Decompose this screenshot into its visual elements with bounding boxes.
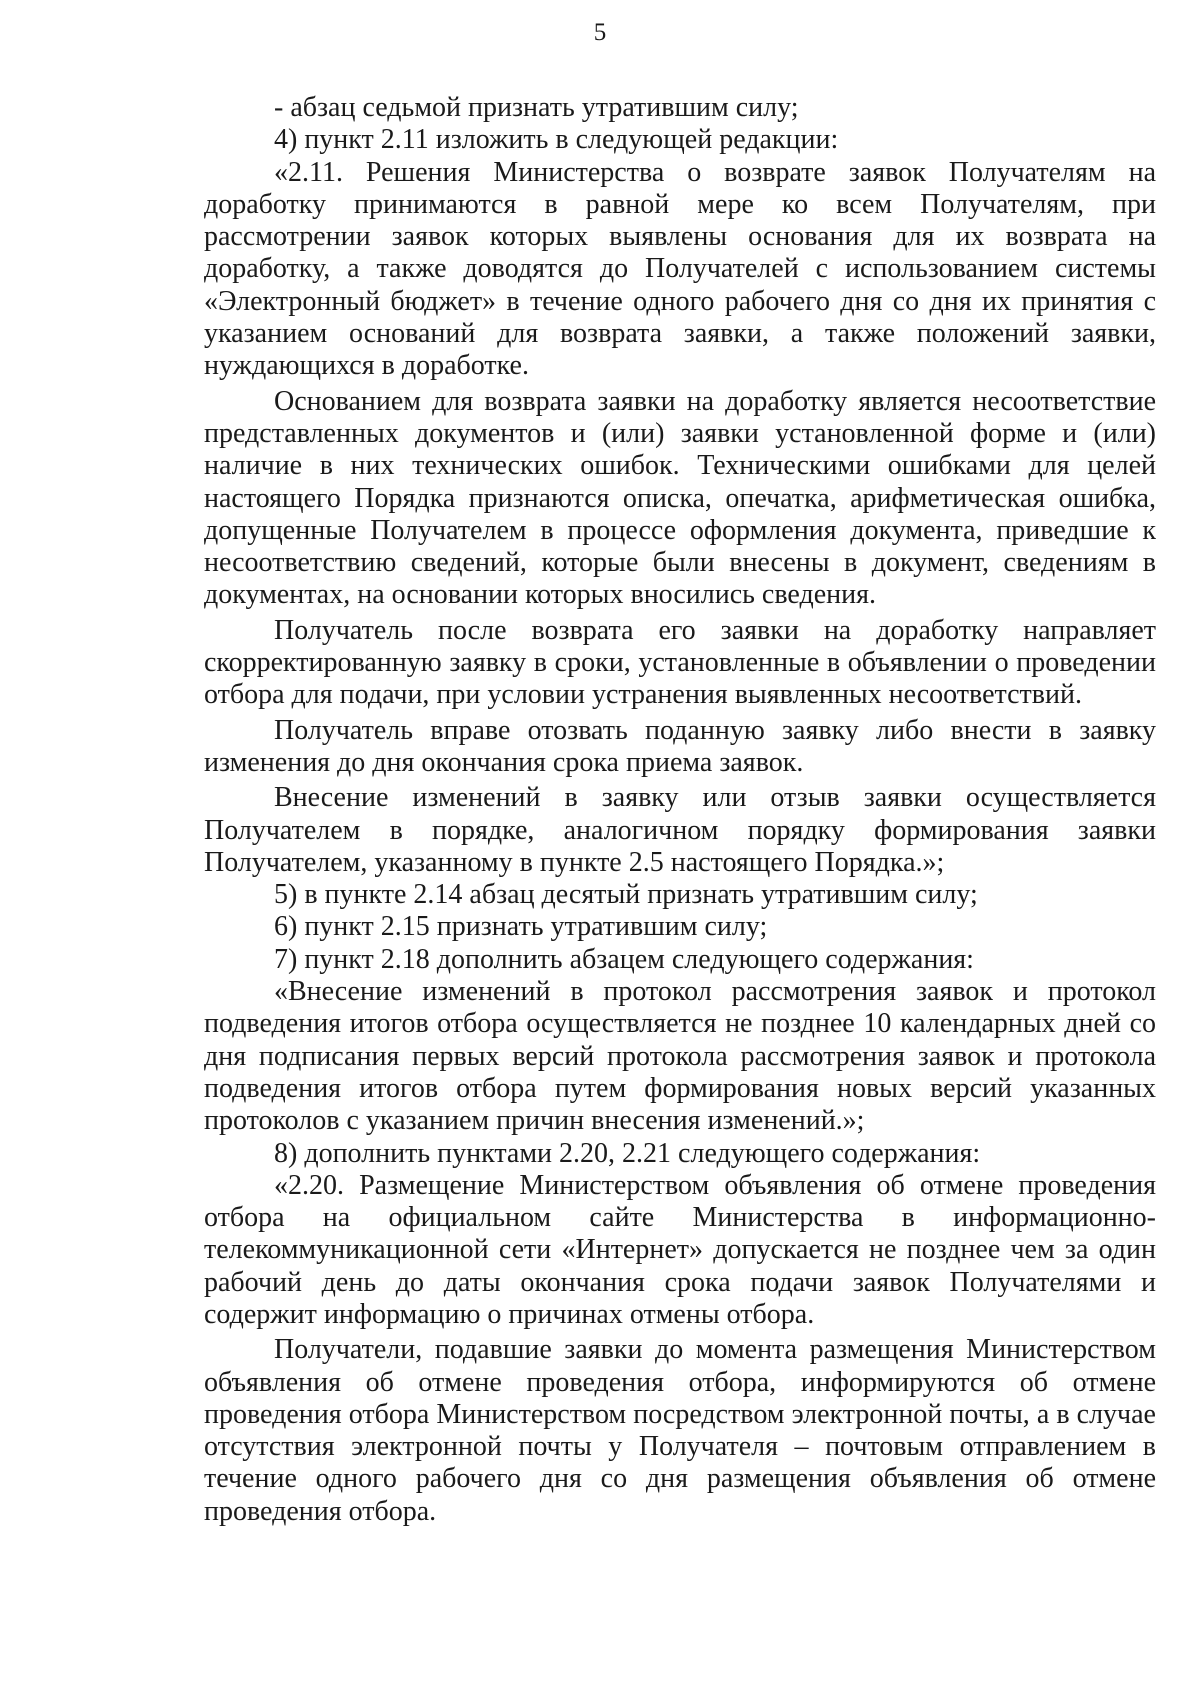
paragraph-4: Основанием для возврата заявки на доработку является несоответствие представленных документов и (или) заявки установленной форме и (или) наличие в них технических ошибок. Техническими ошибками для целей настоящего Порядка признаются описка, опечатка, арифметическая ошибка, допущенные Получателем в процессе оформления документа, приведшие к несоответствию сведений, которые были внесены в документ, сведениям в документах, на основании которых вносились сведения. [204,385,1156,611]
paragraph-1: - абзац седьмой признать утратившим силу; [274,92,799,123]
paragraph-11: «Внесение изменений в протокол рассмотрения заявок и протокол подведения итогов отбора осуществляется не позднее 10 календарных дней со дня подписания первых версий протокола рассмотрения заявок и протокола подведения итогов отбора путем формирования новых версий указанных протоколов с указанием причин внесения изменений.»; [204,976,1156,1137]
document-body [204,92,1156,1528]
paragraph-2: 4) пункт 2.11 изложить в следующей редакции: [274,124,839,156]
page-number: 5 [593,19,607,46]
paragraph-8: 5) в пункте 2.14 абзац десятый признать утратившим силу; [274,879,978,911]
paragraph-10: 7) пункт 2.18 дополнить абзацем следующего содержания: [274,943,974,975]
paragraph-13: «2.20. Размещение Министерством объявления об отмене проведения отбора на официальном сайте Министерства в информационно-телекоммуникационной сети «Интернет» допускается не позднее чем за один рабочий день до даты окончания срока подачи заявок Получателями и содержит информацию о причинах отмены отбора. [204,1169,1156,1330]
paragraph-7: Внесение изменений в заявку или отзыв заявки осуществляется Получателем в порядке, аналогичном порядку формирования заявки Получателем, указанному в пункте 2.5 настоящего Порядка.»; [204,782,1156,878]
paragraph-14: Получатели, подавшие заявки до момента размещения Министерством объявления об отмене проведения отбора, информируются об отмене проведения отбора Министерством посредством электронной почты, а в случае отсутствия электронной почты у Получателя – почтовым отправлением в течение одного рабочего дня со дня размещения объявления об отмене проведения отбора. [204,1334,1156,1527]
paragraph-12: 8) дополнить пунктами 2.20, 2.21 следующего содержания: [274,1137,981,1169]
paragraph-5: Получатель после возврата его заявки на доработку направляет скорректированную заявку в сроки, установленные в объявлении о проведении отбора для подачи, при условии устранения выявленных несоответствий. [204,614,1156,711]
paragraph-3: «2.11. Решения Министерства о возврате заявок Получателям на доработку принимаются в равной мере ко всем Получателям, при рассмотрении заявок которых выявлены основания для их возврата на доработку, а также доводятся до Получателей с использованием системы «Электронный бюджет» в течение одного рабочего дня со дня их принятия с указанием оснований для возврата заявки, а также положений заявки, нуждающихся в доработке. [204,156,1156,382]
paragraph-9: 6) пункт 2.15 признать утратившим силу; [274,911,768,943]
paragraph-6: Получатель вправе отозвать поданную заявку либо внести в заявку изменения до дня окончания срока приема заявок. [204,714,1156,778]
